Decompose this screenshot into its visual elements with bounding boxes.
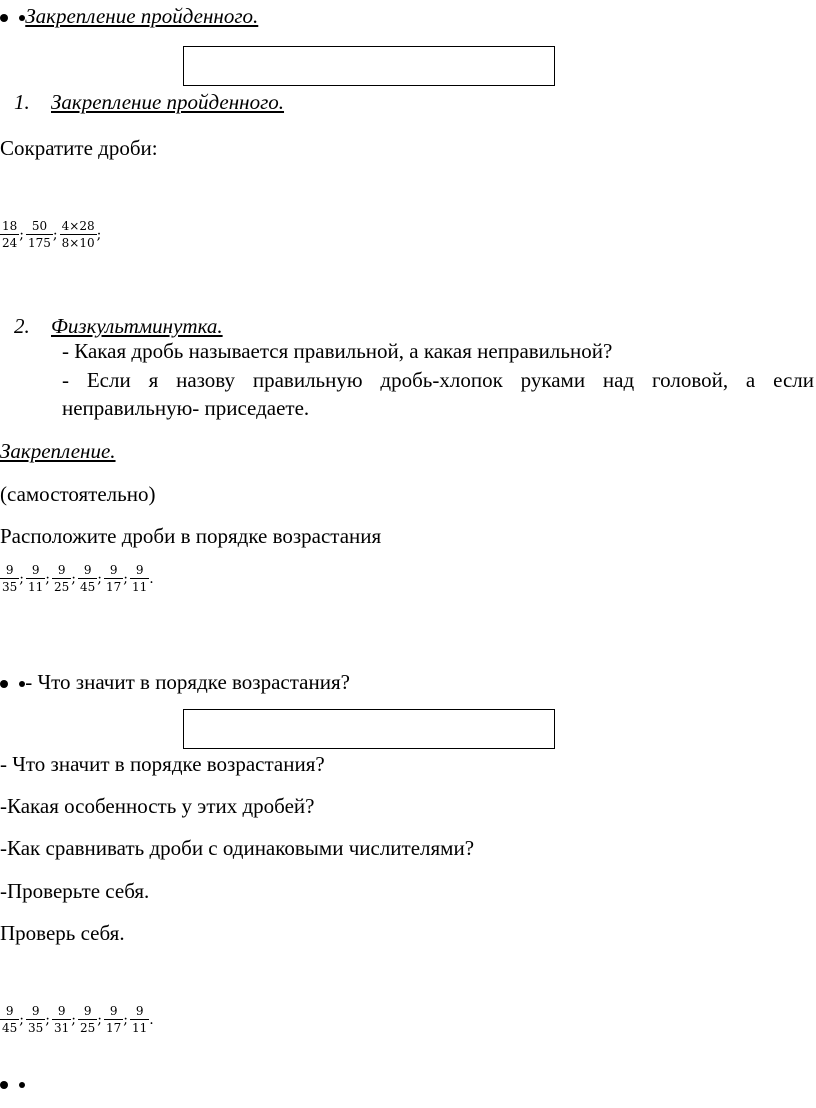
fraction <box>130 1005 149 1034</box>
fraction-separator: . <box>149 1011 154 1028</box>
fraction-separator: ; <box>52 226 58 243</box>
fraction-denominator: 25 <box>80 1021 96 1035</box>
fraction <box>26 564 45 593</box>
fraction-denominator: 17 <box>106 1021 122 1035</box>
fraction-numerator: 9 <box>26 564 45 579</box>
section2-title: Физкультминутка. <box>51 314 223 338</box>
fraction-denominator: 31 <box>54 1021 70 1035</box>
fraction <box>0 1005 19 1034</box>
fraction <box>52 1005 71 1034</box>
fraction-denominator: 175 <box>28 236 51 250</box>
section2-heading <box>14 314 223 339</box>
fraction <box>78 1005 97 1034</box>
question-3: -Как сравнивать дроби с одинаковыми числителями? <box>0 836 475 860</box>
fraction-separator: ; <box>19 1011 24 1028</box>
fraction-numerator: 18 <box>2 219 18 233</box>
consolidation-title: Закрепление. <box>0 439 116 463</box>
fraction <box>0 564 19 593</box>
fraction-separator: ; <box>123 1011 128 1028</box>
fraction-row-order <box>0 564 156 593</box>
fraction-numerator: 9 <box>130 564 149 579</box>
section2-line2: - Если я назову правильную дробь-хлопок руками над головой, а если неправильную- приседаете. <box>62 368 814 420</box>
fraction <box>130 564 149 593</box>
fraction-separator: ; <box>45 570 50 587</box>
fraction-separator: ; <box>45 1011 50 1028</box>
fraction-denominator: 8×10 <box>61 236 95 250</box>
header-line <box>0 4 258 29</box>
section1-title: Закрепление пройденного. <box>51 90 285 114</box>
consolidation-mode: (самостоятельно) <box>0 482 156 506</box>
fraction-numerator: 9 <box>52 1005 71 1020</box>
fraction-denominator: 35 <box>28 1021 44 1035</box>
fraction-numerator: 4×28 <box>61 219 95 233</box>
fraction <box>78 564 97 593</box>
fraction-numerator: 9 <box>78 1005 97 1020</box>
fraction-numerator: 9 <box>52 564 71 579</box>
bullet-icon <box>0 14 8 22</box>
section1-instruction: Сократите дроби: <box>0 136 158 160</box>
fraction-row-reduce <box>0 220 103 249</box>
fraction-numerator: 9 <box>104 564 123 579</box>
section2-line1: - Какая дробь называется правильной, а какая неправильной? <box>62 339 613 363</box>
fraction <box>26 1005 45 1034</box>
fraction-numerator: 9 <box>130 1005 149 1020</box>
fraction-numerator: 9 <box>0 1005 19 1020</box>
fraction-separator: ; <box>97 570 102 587</box>
fraction-numerator: 9 <box>0 564 19 579</box>
section1-heading <box>14 90 284 115</box>
check-heading: Проверь себя. <box>0 921 125 945</box>
fraction-denominator: 11 <box>132 580 148 594</box>
question-2: -Какая особенность у этих дробей? <box>0 794 315 818</box>
empty-frame <box>183 46 555 86</box>
fraction-numerator: 9 <box>104 1005 123 1020</box>
fraction-separator: ; <box>97 1011 102 1028</box>
question-4: -Проверьте себя. <box>0 879 150 903</box>
fraction-numerator: 9 <box>26 1005 45 1020</box>
questions-bullet-line <box>0 670 350 695</box>
consolidation-task: Расположите дроби в порядке возрастания <box>0 524 382 548</box>
fraction <box>104 564 123 593</box>
fraction-denominator: 45 <box>80 580 96 594</box>
fraction-separator: ; <box>123 570 128 587</box>
fraction <box>26 220 53 249</box>
fraction <box>60 220 97 249</box>
fraction-denominator: 11 <box>132 1021 148 1035</box>
empty-frame <box>183 709 555 749</box>
fraction-separator: ; <box>19 570 24 587</box>
fraction-separator: ; <box>71 570 76 587</box>
fraction-denominator: 45 <box>2 1021 18 1035</box>
fraction-denominator: 24 <box>2 236 18 250</box>
header-title: Закрепление пройденного. <box>25 4 259 28</box>
fraction-separator: ; <box>71 1011 76 1028</box>
list-marker: 1. <box>14 90 30 114</box>
footer-bullets <box>0 1071 25 1096</box>
fraction <box>52 564 71 593</box>
fraction-separator: . <box>149 570 154 587</box>
list-marker: 2. <box>14 314 30 338</box>
fraction <box>0 220 19 249</box>
fraction <box>104 1005 123 1034</box>
fraction-denominator: 17 <box>106 580 122 594</box>
bullet-icon <box>0 1081 8 1089</box>
question-1: - Что значит в порядке возрастания? <box>0 752 325 776</box>
fraction-separator: ; <box>96 226 102 243</box>
bullet-icon <box>19 1082 25 1088</box>
fraction-denominator: 11 <box>28 580 44 594</box>
fraction-separator: ; <box>19 226 24 243</box>
fraction-row-answer <box>0 1005 156 1034</box>
fraction-denominator: 35 <box>2 580 18 594</box>
bullet-icon <box>0 680 8 688</box>
bullet-question: - Что значит в порядке возрастания? <box>25 670 350 694</box>
fraction-denominator: 25 <box>54 580 70 594</box>
fraction-numerator: 9 <box>78 564 97 579</box>
fraction-numerator: 50 <box>26 220 53 235</box>
